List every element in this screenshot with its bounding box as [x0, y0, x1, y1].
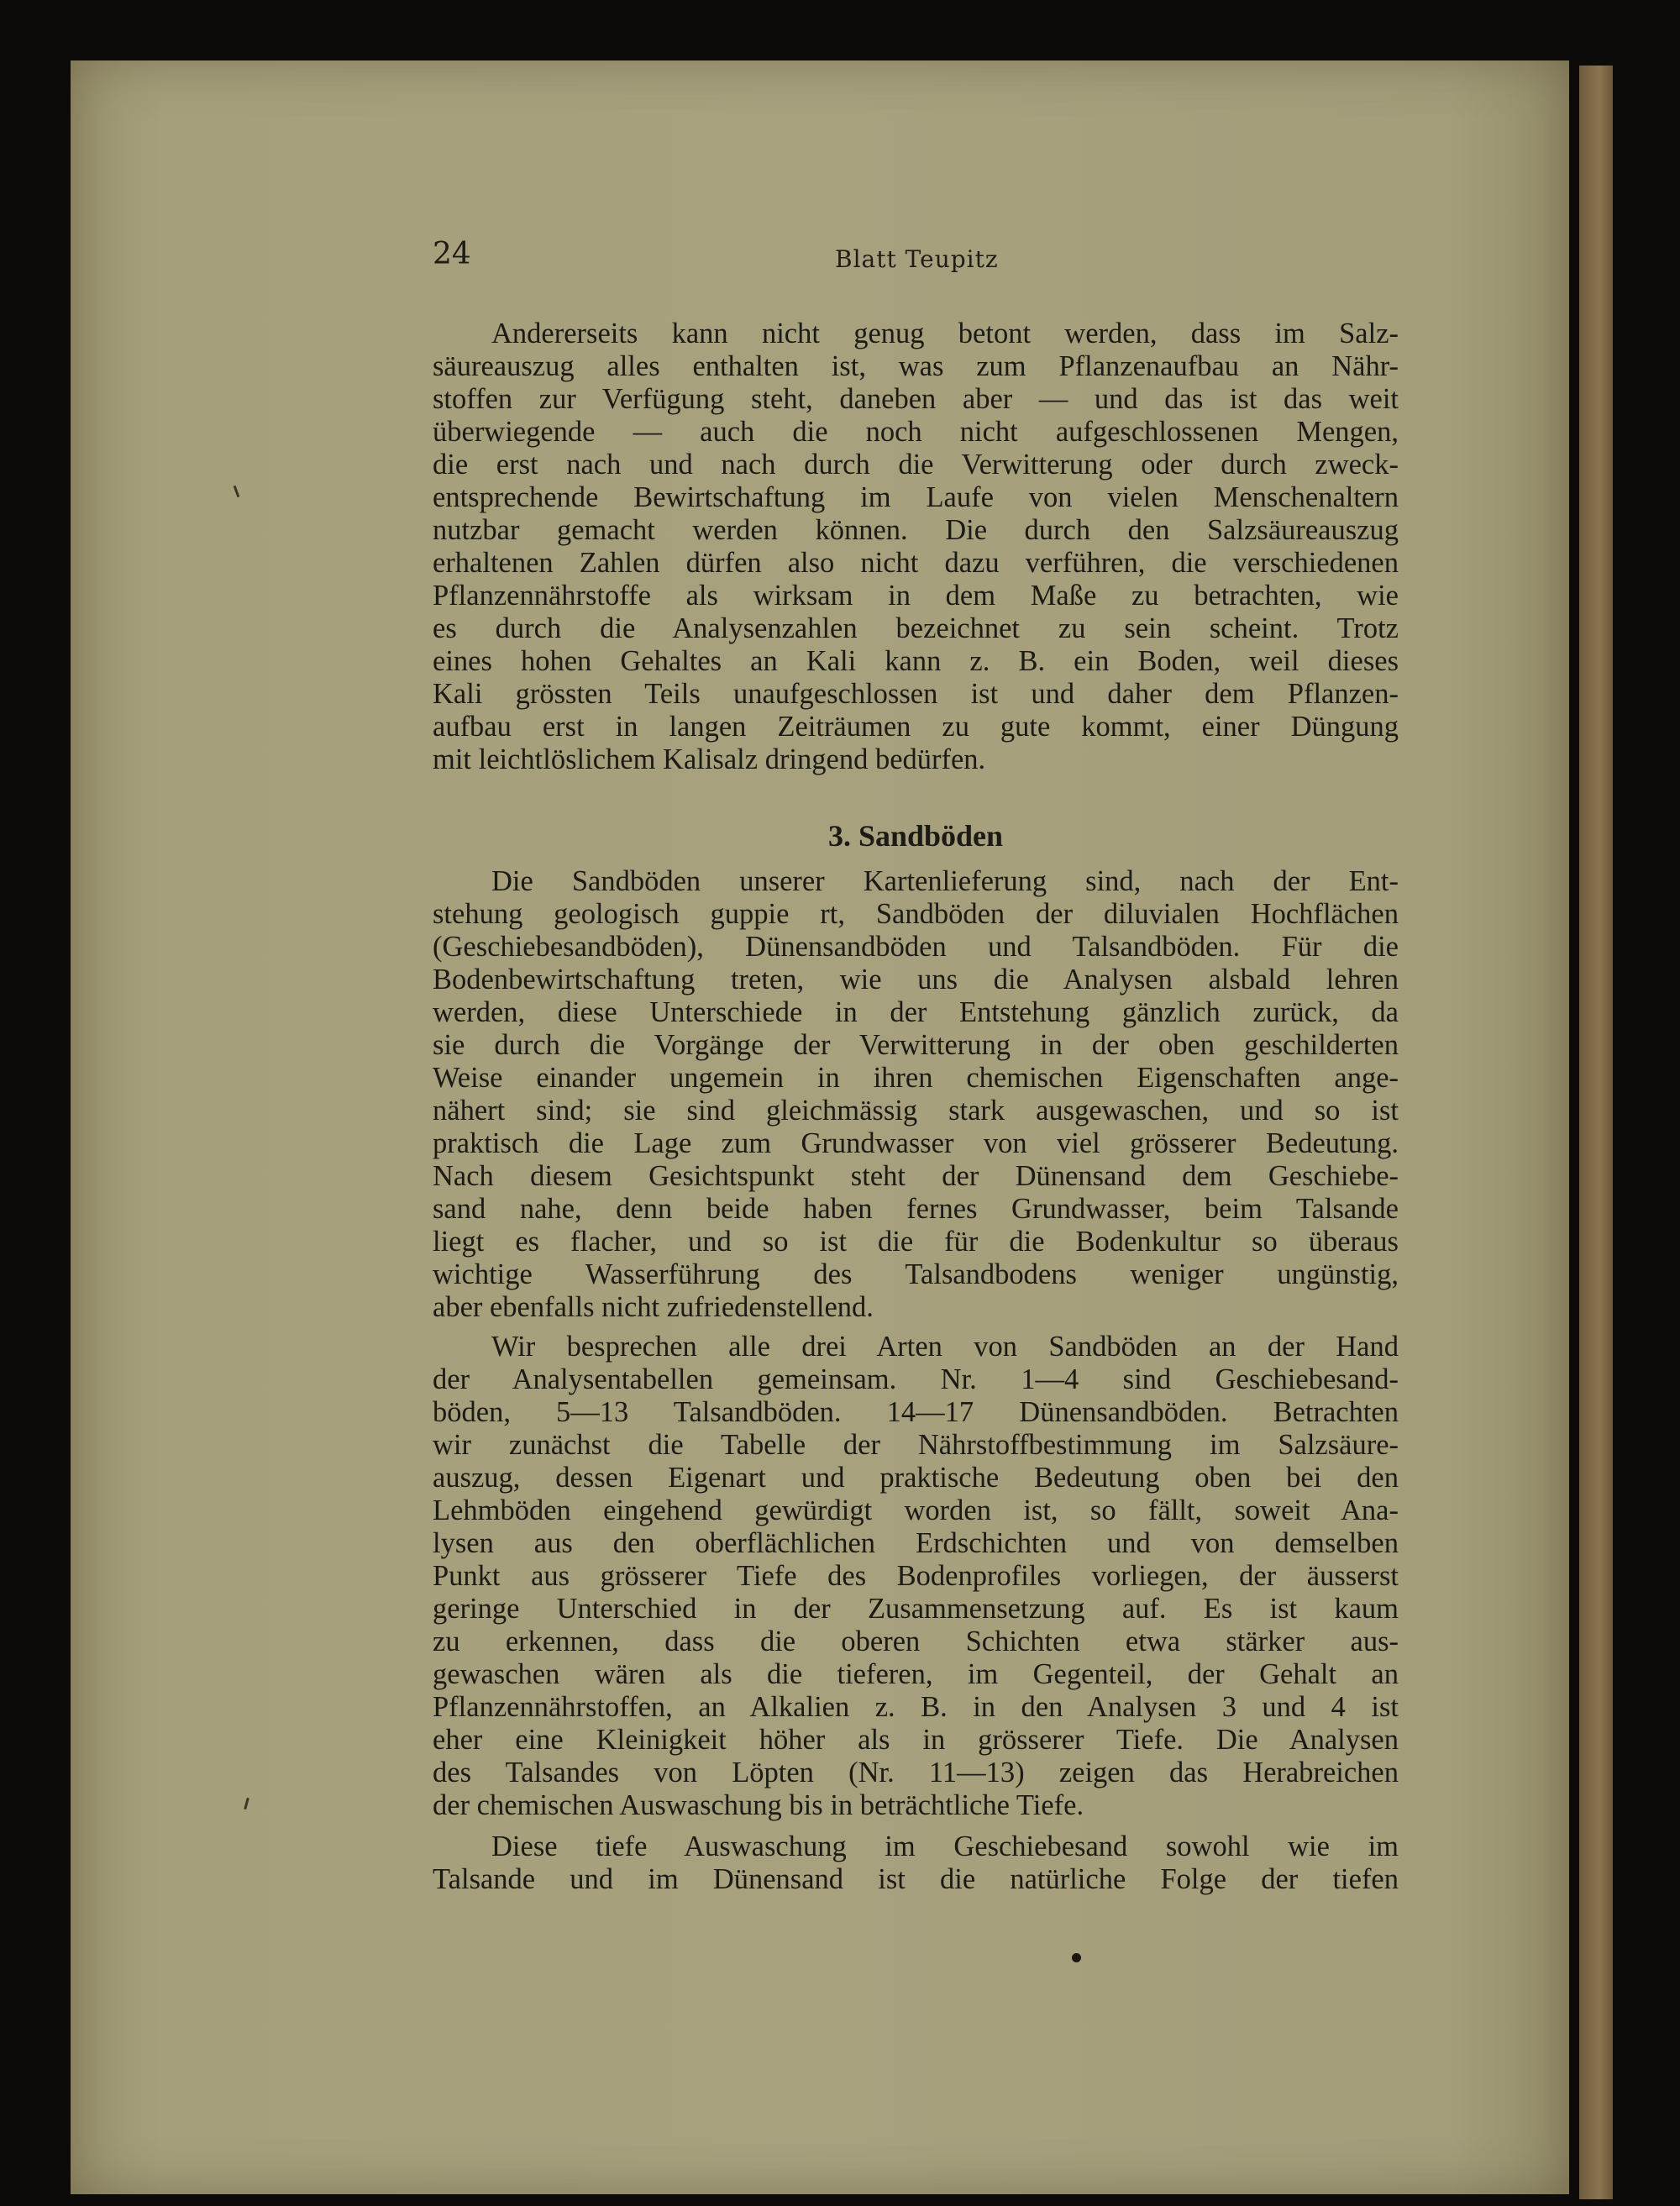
- paragraph-1: [433, 318, 1399, 776]
- text-line: zu erkennen, dass die oberen Schichten etwa stärker aus-: [433, 1626, 1399, 1657]
- text-line: eher eine Kleinigkeit höher als in grösserer Tiefe. Die Analysen: [433, 1724, 1399, 1756]
- text-line: Andererseits kann nicht genug betont werden, dass im Salz-: [491, 318, 1399, 349]
- text-line: Die Sandböden unserer Kartenlieferung sind, nach der Ent-: [491, 865, 1399, 897]
- text-line: geringe Unterschied in der Zusammensetzung auf. Es ist kaum: [433, 1593, 1399, 1625]
- text-line: die erst nach und nach durch die Verwitterung oder durch zweck-: [433, 449, 1399, 481]
- text-line: liegt es flacher, und so ist die für die Bodenkultur so überaus: [433, 1226, 1399, 1258]
- text-line: Wir besprechen alle drei Arten von Sandböden an der Hand: [491, 1331, 1399, 1363]
- paragraph-3: [433, 1331, 1399, 1822]
- text-line: Diese tiefe Auswaschung im Geschiebesand sowohl wie im: [491, 1830, 1399, 1862]
- text-line: Weise einander ungemein in ihren chemischen Eigenschaften ange-: [433, 1062, 1399, 1094]
- text-line: auszug, dessen Eigenart und praktische Bedeutung oben bei den: [433, 1462, 1399, 1494]
- text-line: stehung geologisch guppie rt, Sandböden der diluvialen Hochflächen: [433, 898, 1399, 930]
- text-line: des Talsandes von Löpten (Nr. 11—13) zeigen das Herabreichen: [433, 1757, 1399, 1788]
- text-line: säureauszug alles enthalten ist, was zum Pflanzenaufbau an Nähr-: [433, 350, 1399, 382]
- text-line: Kali grössten Teils unaufgeschlossen ist und daher dem Pflanzen-: [433, 678, 1399, 710]
- text-line: Talsande und im Dünensand ist die natürliche Folge der tiefen: [433, 1863, 1399, 1895]
- text-line: wichtige Wasserführung des Talsandbodens weniger ungünstig,: [433, 1258, 1399, 1290]
- text-line: erhaltenen Zahlen dürfen also nicht dazu verführen, die verschiedenen: [433, 547, 1399, 579]
- section-heading: 3. Sandböden: [827, 819, 1004, 853]
- text-line: praktisch die Lage zum Grundwasser von viel grösserer Bedeutung.: [433, 1127, 1399, 1159]
- paragraph-4: [433, 1830, 1399, 1896]
- text-line: wir zunächst die Tabelle der Nährstoffbestimmung im Salzsäure-: [433, 1429, 1399, 1461]
- text-line: gewaschen wären als die tieferen, im Gegenteil, der Gehalt an: [433, 1658, 1399, 1690]
- text-line: werden, diese Unterschiede in der Entstehung gänzlich zurück, da: [433, 996, 1399, 1028]
- text-line: sie durch die Vorgänge der Verwitterung in der oben geschilderten: [433, 1029, 1399, 1061]
- page-header: [433, 237, 1399, 279]
- text-line: mit leichtlöslichem Kalisalz dringend bedürfen.: [433, 743, 986, 775]
- text-line: nutzbar gemacht werden können. Die durch den Salzsäureauszug: [433, 514, 1399, 546]
- text-line: der chemischen Auswaschung bis in beträchtliche Tiefe.: [433, 1789, 1084, 1821]
- text-line: aber ebenfalls nicht zufriedenstellend.: [433, 1291, 874, 1323]
- text-line: der Analysentabellen gemeinsam. Nr. 1—4 sind Geschiebesand-: [433, 1363, 1399, 1395]
- text-line: stoffen zur Verfügung steht, daneben aber — und das ist das weit: [433, 383, 1399, 415]
- text-line: Bodenbewirtschaftung treten, wie uns die Analysen alsbald lehren: [433, 964, 1399, 995]
- running-title: Blatt Teupitz: [835, 245, 999, 273]
- text-line: lysen aus den oberflächlichen Erdschichten und von demselben: [433, 1527, 1399, 1559]
- paragraph-2: [433, 865, 1399, 1324]
- adjacent-page-edge: [1579, 66, 1613, 2199]
- text-line: Pflanzennährstoffe als wirksam in dem Maße zu betrachten, wie: [433, 580, 1399, 612]
- text-line: (Geschiebesandböden), Dünensandböden und Talsandböden. Für die: [433, 931, 1399, 963]
- text-line: sand nahe, denn beide haben fernes Grundwasser, beim Talsande: [433, 1193, 1399, 1225]
- text-line: Nach diesem Gesichtspunkt steht der Dünensand dem Geschiebe-: [433, 1160, 1399, 1192]
- text-line: eines hohen Gehaltes an Kali kann z. B. ein Boden, weil dieses: [433, 645, 1399, 677]
- text-line: aufbau erst in langen Zeiträumen zu gute kommt, einer Düngung: [433, 711, 1399, 743]
- text-line: böden, 5—13 Talsandböden. 14—17 Dünensandböden. Betrachten: [433, 1396, 1399, 1428]
- page-number: 24: [433, 237, 471, 271]
- text-line: nähert sind; sie sind gleichmässig stark ausgewaschen, und so ist: [433, 1095, 1399, 1127]
- text-line: entsprechende Bewirtschaftung im Laufe von vielen Menschenaltern: [433, 481, 1399, 513]
- text-line: Punkt aus grösserer Tiefe des Bodenprofiles vorliegen, der äusserst: [433, 1560, 1399, 1592]
- body-text: [433, 318, 1399, 1896]
- text-line: Pflanzennährstoffen, an Alkalien z. B. in den Analysen 3 und 4 ist: [433, 1691, 1399, 1723]
- ink-dot: [1072, 1953, 1081, 1962]
- text-line: es durch die Analysenzahlen bezeichnet zu sein scheint. Trotz: [433, 612, 1399, 644]
- text-line: Lehmböden eingehend gewürdigt worden ist, so fällt, soweit Ana-: [433, 1494, 1399, 1526]
- text-line: überwiegende — auch die noch nicht aufgeschlossenen Mengen,: [433, 416, 1399, 448]
